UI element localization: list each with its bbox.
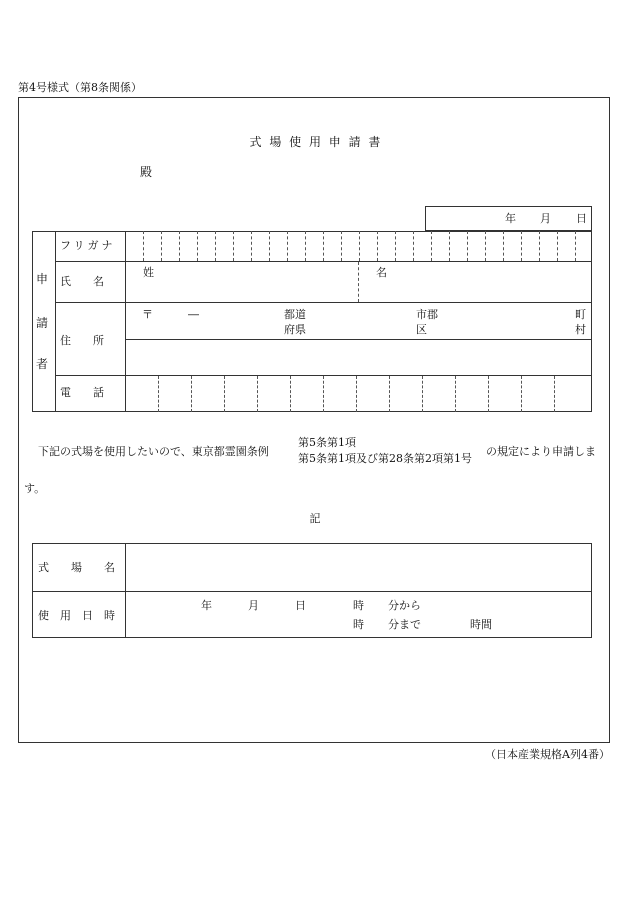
- prefecture-label-b: 府県: [284, 323, 306, 336]
- statement-tail: の規定により申請しま: [486, 445, 596, 458]
- date-month: 月: [540, 212, 551, 225]
- applicant-label-1: 申: [36, 272, 49, 286]
- name-divider: [358, 262, 359, 302]
- form-frame: [18, 97, 610, 743]
- usage-minute-to: 分まで: [388, 618, 421, 631]
- city-label-a: 市郡: [416, 308, 438, 321]
- name-label: 氏 名: [60, 275, 104, 288]
- form-title: 式 場 使 用 申 請 書: [249, 135, 381, 149]
- applicant-table: [32, 231, 592, 412]
- usage-month: 月: [248, 599, 259, 612]
- venue-field[interactable]: [128, 546, 588, 588]
- address-label: 住 所: [60, 334, 104, 347]
- statement-option-2: 第5条第1項及び第28条第2項第1号: [298, 452, 472, 465]
- statement-wrap: す。: [24, 482, 46, 495]
- usage-label: 使 用 日 時: [38, 609, 115, 622]
- addressee-suffix: 殿: [140, 165, 153, 179]
- given-name-field[interactable]: [362, 264, 588, 300]
- town-label-a: 町: [575, 308, 586, 321]
- date-year: 年: [505, 212, 516, 225]
- statement-option-1: 第5条第1項: [298, 436, 356, 449]
- usage-day: 日: [295, 599, 306, 612]
- postal-dash: ―: [188, 308, 199, 321]
- postal-mark: 〒: [142, 308, 153, 321]
- surname-field[interactable]: [140, 264, 354, 300]
- ki-label: 記: [309, 512, 321, 525]
- venue-label: 式 場 名: [38, 561, 115, 574]
- prefecture-label-a: 都道: [284, 308, 306, 321]
- usage-minute-from: 分から: [388, 599, 421, 612]
- paper-size-note: （日本産業規格A列4番）: [485, 748, 610, 761]
- given-name-label: 名: [376, 266, 387, 279]
- surname-label: 姓: [143, 266, 154, 279]
- form-number: 第4号様式（第8条関係）: [18, 81, 142, 94]
- town-label-b: 村: [575, 323, 586, 336]
- statement-lead: 下記の式場を使用したいので、東京都霊園条例: [38, 445, 269, 458]
- usage-year: 年: [201, 599, 212, 612]
- usage-hour-to: 時: [353, 618, 364, 631]
- city-label-b: 区: [416, 323, 427, 336]
- address-line-field[interactable]: [128, 342, 588, 372]
- usage-hour-from: 時: [353, 599, 364, 612]
- phone-label: 電 話: [60, 386, 104, 399]
- applicant-label-2: 請: [36, 316, 49, 330]
- applicant-label-3: 者: [36, 357, 49, 371]
- usage-datetime-field[interactable]: [128, 594, 588, 635]
- date-day: 日: [576, 212, 587, 225]
- furigana-label: フリガナ: [60, 239, 116, 252]
- usage-hours: 時間: [470, 618, 492, 631]
